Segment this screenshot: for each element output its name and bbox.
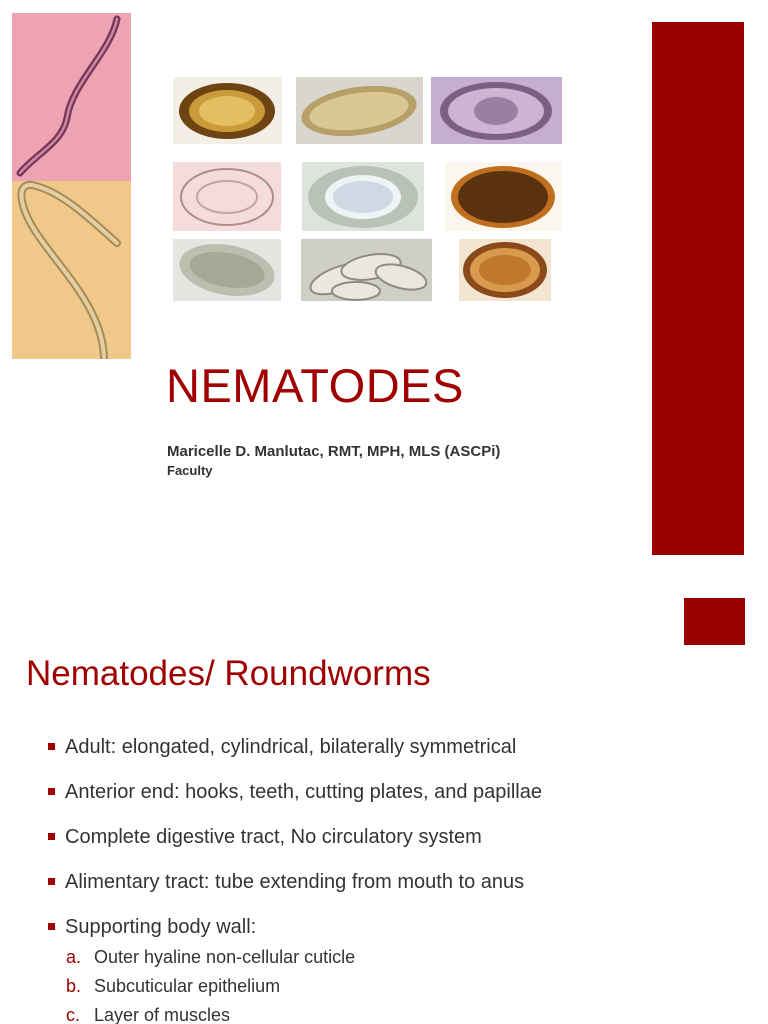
bullet-text: Adult: elongated, cylindrical, bilaterally symmetrical xyxy=(65,736,517,758)
list-item xyxy=(48,735,542,780)
egg-photo-8 xyxy=(301,239,432,301)
bullet-text: Complete digestive tract, No circulatory system xyxy=(65,826,482,848)
sub-item-text: Layer of muscles xyxy=(94,1005,231,1024)
bullet-square-icon xyxy=(48,923,55,930)
sub-item-letter: b. xyxy=(66,976,82,996)
bullet-square-icon xyxy=(48,788,55,795)
egg-photo-2 xyxy=(296,77,423,144)
sub-item-letter: a. xyxy=(66,947,82,967)
worm-photo-pink xyxy=(12,13,131,181)
worm-photo-tan xyxy=(12,181,131,359)
sub-list-item xyxy=(66,1004,355,1024)
author-name: Maricelle D. Manlutac, RMT, MPH, MLS (ASCPi) xyxy=(167,443,501,460)
bullet-list xyxy=(48,735,542,960)
sub-item-letter: c. xyxy=(66,1005,81,1024)
sub-item-text: Subcuticular epithelium xyxy=(94,976,281,996)
author-role: Faculty xyxy=(167,463,213,478)
egg-photo-4 xyxy=(173,162,281,231)
sub-list-item xyxy=(66,975,355,1004)
bullet-square-icon xyxy=(48,743,55,750)
egg-photo-9 xyxy=(459,239,551,301)
accent-block xyxy=(684,598,745,645)
bullet-square-icon xyxy=(48,878,55,885)
list-item xyxy=(48,870,542,915)
accent-bar-tall xyxy=(652,22,744,555)
sub-list xyxy=(66,946,355,1024)
sub-item-text: Outer hyaline non-cellular cuticle xyxy=(94,947,356,967)
bullet-text: Anterior end: hooks, teeth, cutting plates, and papillae xyxy=(65,781,542,803)
egg-photo-3 xyxy=(431,77,562,144)
slide-title: NEMATODES xyxy=(166,359,464,412)
egg-photo-6 xyxy=(445,162,562,231)
egg-photo-1 xyxy=(173,77,282,144)
bullet-square-icon xyxy=(48,833,55,840)
list-item xyxy=(48,780,542,825)
bullet-text: Alimentary tract: tube extending from mouth to anus xyxy=(65,871,525,893)
list-item xyxy=(48,825,542,870)
egg-photo-5 xyxy=(302,162,424,231)
slide-heading: Nematodes/ Roundworms xyxy=(26,654,431,693)
content-slide xyxy=(0,578,768,1024)
sub-list-item xyxy=(66,946,355,975)
egg-photo-7 xyxy=(173,239,281,301)
bullet-text: Supporting body wall: xyxy=(65,916,257,938)
